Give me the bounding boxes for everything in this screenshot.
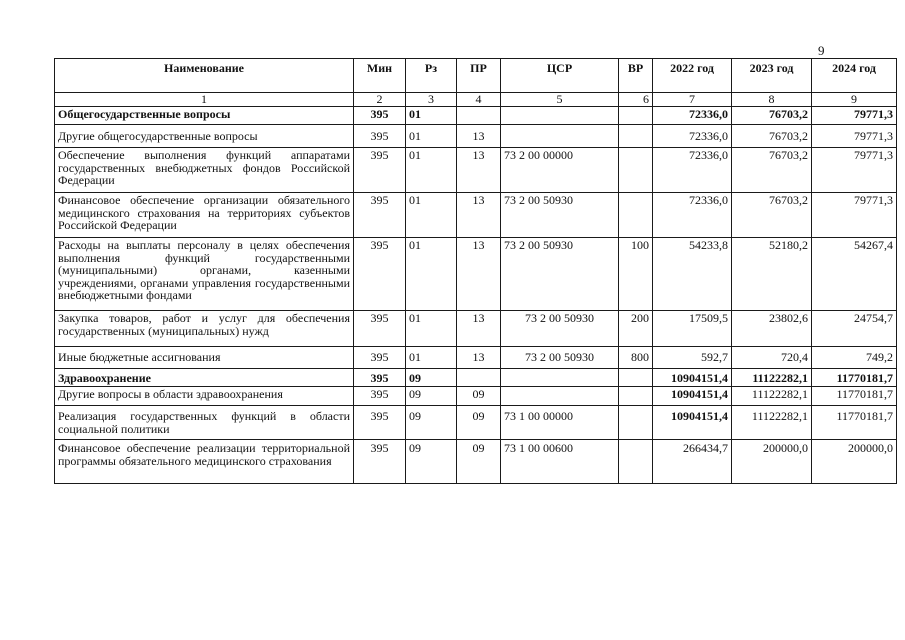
row-pr: 09 (457, 387, 501, 406)
header-min: Мин (354, 59, 406, 93)
row-min: 395 (354, 347, 406, 369)
row-rz: 09 (406, 369, 457, 387)
table-row (55, 148, 897, 193)
row-2023: 76703,2 (732, 107, 812, 125)
row-2023: 76703,2 (732, 193, 812, 238)
row-pr: 09 (457, 406, 501, 440)
row-2023: 11122282,1 (732, 369, 812, 387)
row-2024: 24754,7 (812, 311, 897, 347)
row-min: 395 (354, 440, 406, 484)
row-min: 395 (354, 387, 406, 406)
row-csr: 73 2 00 50930 (501, 238, 619, 311)
row-pr: 13 (457, 125, 501, 148)
table-row (55, 347, 897, 369)
row-vr (619, 440, 653, 484)
page-number: 9 (818, 43, 825, 58)
row-2022: 592,7 (653, 347, 732, 369)
row-2023: 11122282,1 (732, 406, 812, 440)
header-rz: Рз (406, 59, 457, 93)
row-min: 395 (354, 107, 406, 125)
table-row (55, 311, 897, 347)
column-number: 5 (501, 93, 619, 107)
header-pr: ПР (457, 59, 501, 93)
row-csr (501, 107, 619, 125)
row-name: Другие вопросы в области здравоохранения (55, 387, 354, 406)
row-2022: 10904151,4 (653, 406, 732, 440)
row-name: Другие общегосударственные вопросы (55, 125, 354, 148)
header-name: Наименование (55, 59, 354, 93)
row-vr (619, 406, 653, 440)
row-2024: 11770181,7 (812, 387, 897, 406)
row-2023: 200000,0 (732, 440, 812, 484)
row-rz: 09 (406, 406, 457, 440)
table-row (55, 369, 897, 387)
row-2023: 23802,6 (732, 311, 812, 347)
row-2022: 72336,0 (653, 193, 732, 238)
row-name: Финансовое обеспечение организации обязательного медицинского страхования на территориях субъектов Российской Федерации (55, 193, 354, 238)
row-min: 395 (354, 238, 406, 311)
row-csr (501, 125, 619, 148)
row-name: Финансовое обеспечение реализации территориальной программы обязательного медицинского страхования (55, 440, 354, 484)
row-2022: 72336,0 (653, 107, 732, 125)
row-pr (457, 107, 501, 125)
table-row (55, 238, 897, 311)
header-2023: 2023 год (732, 59, 812, 93)
column-number: 3 (406, 93, 457, 107)
row-rz: 09 (406, 387, 457, 406)
row-rz: 01 (406, 193, 457, 238)
row-rz: 09 (406, 440, 457, 484)
row-2023: 720,4 (732, 347, 812, 369)
row-2023: 11122282,1 (732, 387, 812, 406)
row-min: 395 (354, 193, 406, 238)
row-pr: 13 (457, 347, 501, 369)
column-number: 2 (354, 93, 406, 107)
row-2022: 10904151,4 (653, 369, 732, 387)
column-number-row (55, 93, 897, 107)
row-min: 395 (354, 311, 406, 347)
row-rz: 01 (406, 311, 457, 347)
row-2024: 749,2 (812, 347, 897, 369)
row-name: Реализация государственных функций в области социальной политики (55, 406, 354, 440)
row-rz: 01 (406, 107, 457, 125)
row-rz: 01 (406, 148, 457, 193)
row-2023: 76703,2 (732, 125, 812, 148)
row-name: Здравоохранение (55, 369, 354, 387)
table-row (55, 406, 897, 440)
row-csr: 73 2 00 50930 (501, 311, 619, 347)
row-csr: 73 2 00 00000 (501, 148, 619, 193)
row-pr: 13 (457, 148, 501, 193)
row-2024: 11770181,7 (812, 369, 897, 387)
row-vr: 200 (619, 311, 653, 347)
row-2024: 11770181,7 (812, 406, 897, 440)
row-vr (619, 369, 653, 387)
row-2022: 54233,8 (653, 238, 732, 311)
row-vr (619, 125, 653, 148)
column-number: 1 (55, 93, 354, 107)
table-row (55, 125, 897, 148)
table-row (55, 387, 897, 406)
row-2024: 200000,0 (812, 440, 897, 484)
row-2023: 76703,2 (732, 148, 812, 193)
row-rz: 01 (406, 125, 457, 148)
column-number: 7 (653, 93, 732, 107)
row-vr (619, 107, 653, 125)
row-min: 395 (354, 125, 406, 148)
row-rz: 01 (406, 347, 457, 369)
row-name: Обеспечение выполнения функций аппаратами государственных внебюджетных фондов Российской Федерации (55, 148, 354, 193)
row-csr: 73 2 00 50930 (501, 193, 619, 238)
column-number: 6 (619, 93, 653, 107)
row-vr: 100 (619, 238, 653, 311)
table-row (55, 193, 897, 238)
row-csr: 73 2 00 50930 (501, 347, 619, 369)
row-pr: 09 (457, 440, 501, 484)
header-vr: ВР (619, 59, 653, 93)
row-csr: 73 1 00 00600 (501, 440, 619, 484)
row-pr (457, 369, 501, 387)
row-csr (501, 387, 619, 406)
row-vr (619, 193, 653, 238)
column-number: 8 (732, 93, 812, 107)
row-min: 395 (354, 406, 406, 440)
row-vr (619, 387, 653, 406)
row-2024: 79771,3 (812, 107, 897, 125)
row-name: Закупка товаров, работ и услуг для обеспечения государственных (муниципальных) нужд (55, 311, 354, 347)
row-2022: 72336,0 (653, 125, 732, 148)
row-min: 395 (354, 148, 406, 193)
row-vr (619, 148, 653, 193)
row-2022: 17509,5 (653, 311, 732, 347)
row-2022: 10904151,4 (653, 387, 732, 406)
row-pr: 13 (457, 238, 501, 311)
table-row (55, 107, 897, 125)
row-2022: 266434,7 (653, 440, 732, 484)
row-name: Иные бюджетные ассигнования (55, 347, 354, 369)
row-2023: 52180,2 (732, 238, 812, 311)
budget-table (54, 58, 897, 484)
row-2024: 54267,4 (812, 238, 897, 311)
row-2024: 79771,3 (812, 125, 897, 148)
header-2024: 2024 год (812, 59, 897, 93)
row-vr: 800 (619, 347, 653, 369)
row-csr (501, 369, 619, 387)
row-name: Общегосударственные вопросы (55, 107, 354, 125)
row-csr: 73 1 00 00000 (501, 406, 619, 440)
row-pr: 13 (457, 193, 501, 238)
row-min: 395 (354, 369, 406, 387)
header-2022: 2022 год (653, 59, 732, 93)
column-number: 9 (812, 93, 897, 107)
row-2024: 79771,3 (812, 193, 897, 238)
row-pr: 13 (457, 311, 501, 347)
header-row (55, 59, 897, 93)
row-2022: 72336,0 (653, 148, 732, 193)
header-csr: ЦСР (501, 59, 619, 93)
table-row (55, 440, 897, 484)
row-rz: 01 (406, 238, 457, 311)
row-name: Расходы на выплаты персоналу в целях обеспечения выполнения функций государственными (муниципальными) органами, казенными учреждениями, органами управления государственными внебюджетными фондами (55, 238, 354, 311)
row-2024: 79771,3 (812, 148, 897, 193)
column-number: 4 (457, 93, 501, 107)
